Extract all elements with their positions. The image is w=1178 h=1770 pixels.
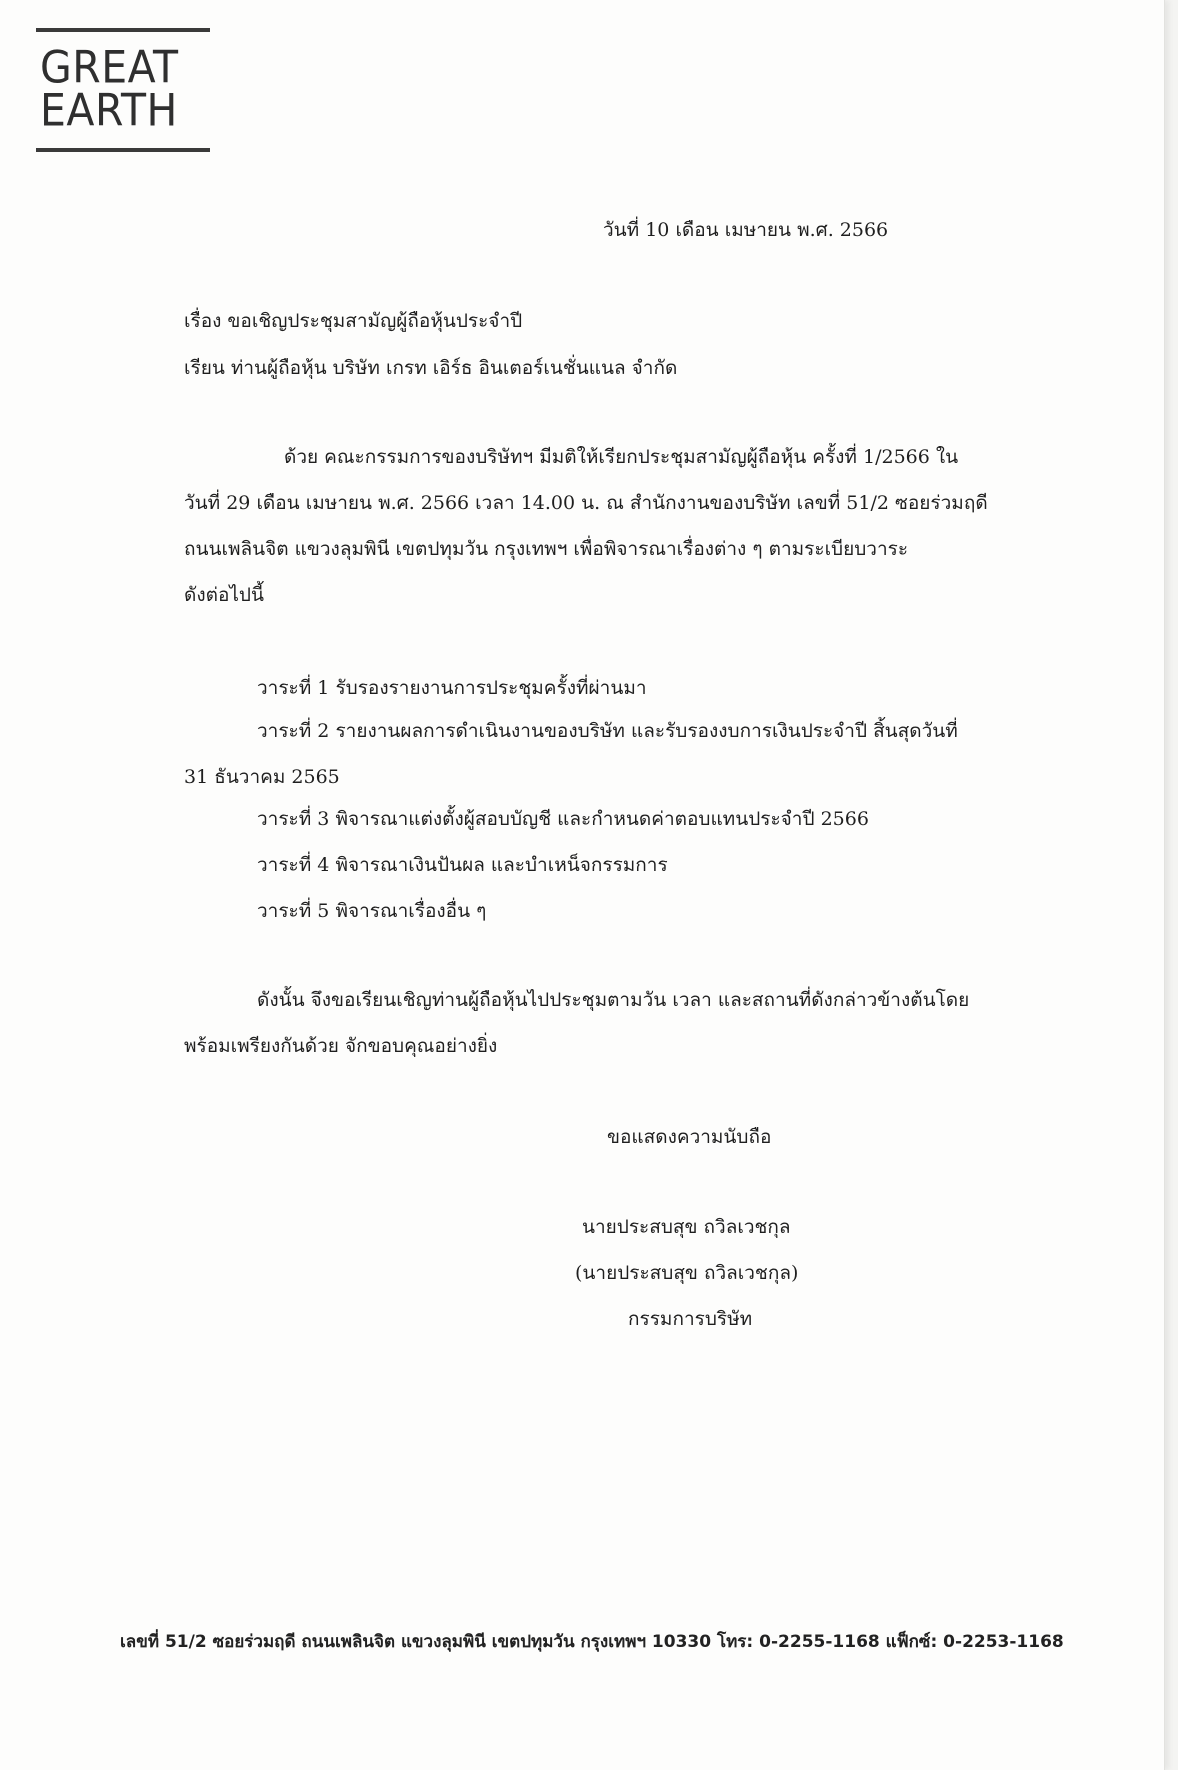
- logo-top-rule: [36, 28, 210, 32]
- closing-line-1: ดังนั้น จึงขอเรียนเชิญท่านผู้ถือหุ้นไปประชุมตามวัน เวลา และสถานที่ดังกล่าวข้างต้นโดย: [257, 989, 970, 1011]
- intro-line-2: วันที่ 29 เดือน เมษายน พ.ศ. 2566 เวลา 14.00 น. ณ สำนักงานของบริษัท เลขที่ 51/2 ซอยร่วมฤดี: [184, 492, 988, 514]
- signer-name-printed: (นายประสบสุข ถวิลเวชกุล): [575, 1262, 799, 1284]
- letter-recipient: เรียน ท่านผู้ถือหุ้น บริษัท เกรท เอิร์ธ อินเตอร์เนชั่นแนล จำกัด: [184, 357, 678, 379]
- letter-subject: เรื่อง ขอเชิญประชุมสามัญผู้ถือหุ้นประจำปี: [184, 310, 523, 332]
- agenda-item-2-continued: 31 ธันวาคม 2565: [184, 766, 340, 788]
- agenda-item-5: วาระที่ 5 พิจารณาเรื่องอื่น ๆ: [257, 900, 487, 922]
- intro-line-4: ดังต่อไปนี้: [184, 584, 264, 606]
- agenda-item-3: วาระที่ 3 พิจารณาแต่งตั้งผู้สอบบัญชี และกำหนดค่าตอบแทนประจำปี 2566: [257, 808, 869, 830]
- agenda-item-2: วาระที่ 2 รายงานผลการดำเนินงานของบริษัท และรับรองงบการเงินประจำปี สิ้นสุดวันที่: [257, 720, 958, 742]
- logo-word-great: GREAT: [40, 41, 179, 94]
- agenda-item-1: วาระที่ 1 รับรองรายงานการประชุมครั้งที่ผ่านมา: [257, 677, 647, 699]
- signer-title: กรรมการบริษัท: [628, 1308, 753, 1330]
- company-logo: [36, 28, 212, 154]
- logo-word-earth: EARTH: [40, 84, 178, 137]
- intro-line-3: ถนนเพลินจิต แขวงลุมพินี เขตปทุมวัน กรุงเทพฯ เพื่อพิจารณาเรื่องต่าง ๆ ตามระเบียบวาระ: [184, 538, 909, 560]
- intro-line-1: ด้วย คณะกรรมการของบริษัทฯ มีมติให้เรียกประชุมสามัญผู้ถือหุ้น ครั้งที่ 1/2566 ใน: [284, 446, 959, 468]
- letter-date: วันที่ 10 เดือน เมษายน พ.ศ. 2566: [603, 219, 889, 241]
- agenda-item-4: วาระที่ 4 พิจารณาเงินปันผล และบำเหน็จกรรมการ: [257, 854, 668, 876]
- signer-name: นายประสบสุข ถวิลเวชกุล: [582, 1216, 791, 1238]
- closing-line-2: พร้อมเพรียงกันด้วย จักขอบคุณอย่างยิ่ง: [184, 1035, 498, 1057]
- regards-line: ขอแสดงความนับถือ: [607, 1126, 772, 1148]
- footer-address: เลขที่ 51/2 ซอยร่วมฤดี ถนนเพลินจิต แขวงลุมพินี เขตปทุมวัน กรุงเทพฯ 10330 โทร: 0-2255-1168 แฟ็กซ์: 0-2253-1168: [120, 1632, 1064, 1652]
- logo-bottom-rule: [36, 148, 210, 152]
